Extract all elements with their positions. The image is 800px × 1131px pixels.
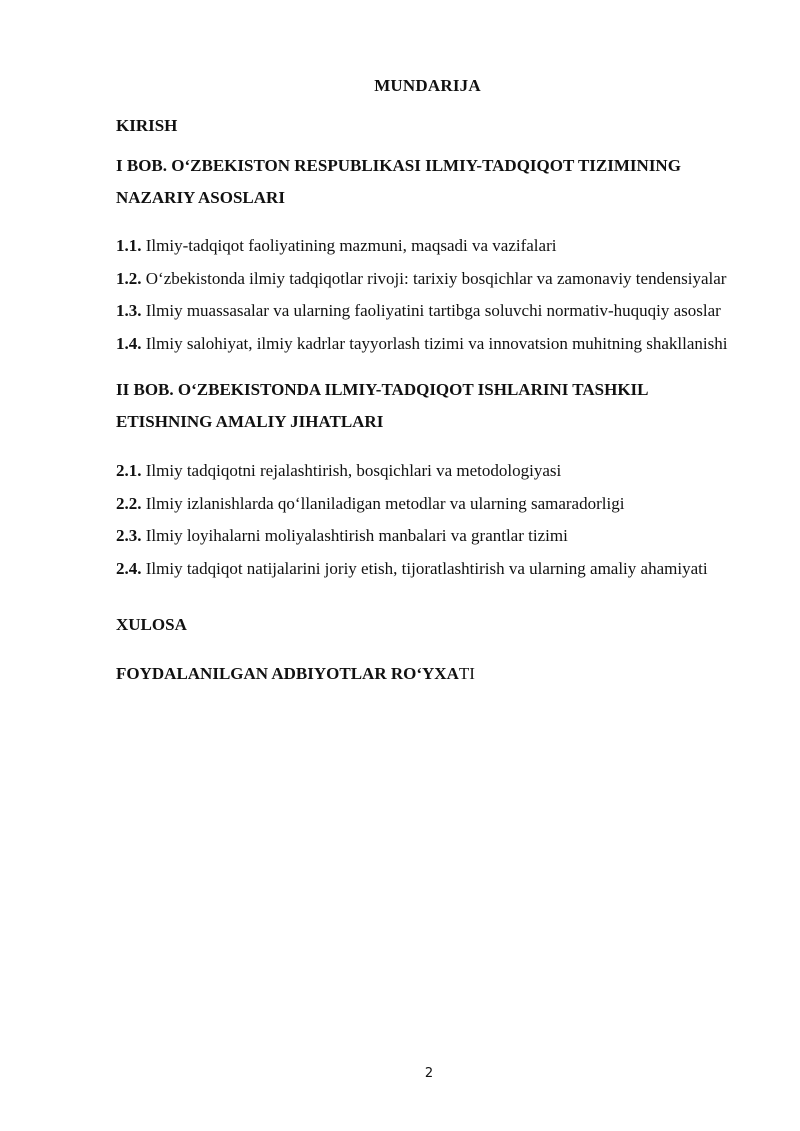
toc-item-text: Ilmiy muassasalar va ularning faoliyatini tartibga soluvchi normativ-huquqiy asoslar [145, 301, 721, 320]
toc-item-number: 1.2. [116, 268, 142, 288]
toc-item-text: Ilmiy loyihalarni moliyalashtirish manbalari va grantlar tizimi [145, 526, 568, 545]
toc-chapter-1-title: I BOB. O‘ZBEKISTON RESPUBLIKASI ILMIY-TADQIQOT TIZIMINING NAZARIY ASOSLARI [116, 156, 681, 207]
toc-item-number: 2.1. [116, 461, 142, 480]
toc-item-1-2 [116, 263, 736, 296]
toc-item-text: O‘zbekistonda ilmiy tadqiqotlar rivoji: tarixiy bosqichlar va zamonaviy tendensiyalar [145, 268, 727, 288]
toc-item-number: 1.4. [116, 333, 142, 353]
toc-item-text: Ilmiy tadqiqotni rejalashtirish, bosqichlari va metodologiyasi [145, 461, 562, 480]
toc-conclusion: XULOSA [116, 615, 187, 634]
toc-introduction: KIRISH [116, 116, 178, 135]
toc-item-2-2 [116, 488, 736, 521]
toc-item-text: Ilmiy tadqiqot natijalarini joriy etish, tijoratlashtirish va ularning amaliy ahamiyati [145, 558, 708, 578]
toc-item-1-4 [116, 328, 736, 361]
toc-item-number: 2.4. [116, 558, 142, 578]
toc-chapter-2-title: II BOB. O‘ZBEKISTONDA ILMIY-TADQIQOT ISHLARINI TASHKIL ETISHNING AMALIY JIHATLARI [116, 380, 648, 431]
toc-item-2-3 [116, 520, 736, 553]
toc-item-text: Ilmiy izlanishlarda qo‘llaniladigan metodlar va ularning samaradorligi [145, 493, 625, 513]
table-of-contents [116, 110, 736, 690]
toc-references-tail: TI [458, 664, 475, 683]
toc-item-number: 1.3. [116, 301, 142, 320]
toc-item-2-1 [116, 455, 736, 488]
toc-item-1-3 [116, 295, 736, 328]
toc-references [116, 658, 736, 690]
toc-item-2-4 [116, 553, 736, 586]
page-number: 2 [424, 1066, 434, 1081]
toc-item-1-1 [116, 230, 736, 263]
document-title: MUNDARIJA [374, 76, 481, 95]
toc-item-number: 1.1. [116, 236, 142, 255]
toc-item-number: 2.3. [116, 526, 142, 545]
toc-item-number: 2.2. [116, 493, 142, 513]
toc-references-bold: FOYDALANILGAN ADBIYOTLAR RO‘YXA [116, 664, 459, 683]
toc-item-text: Ilmiy salohiyat, ilmiy kadrlar tayyorlash tizimi va innovatsion muhitning shakllanishi [145, 333, 728, 353]
toc-chapter-1-items [116, 230, 736, 360]
toc-chapter-2-items [116, 455, 736, 585]
toc-item-text: Ilmiy-tadqiqot faoliyatining mazmuni, maqsadi va vazifalari [145, 236, 557, 255]
